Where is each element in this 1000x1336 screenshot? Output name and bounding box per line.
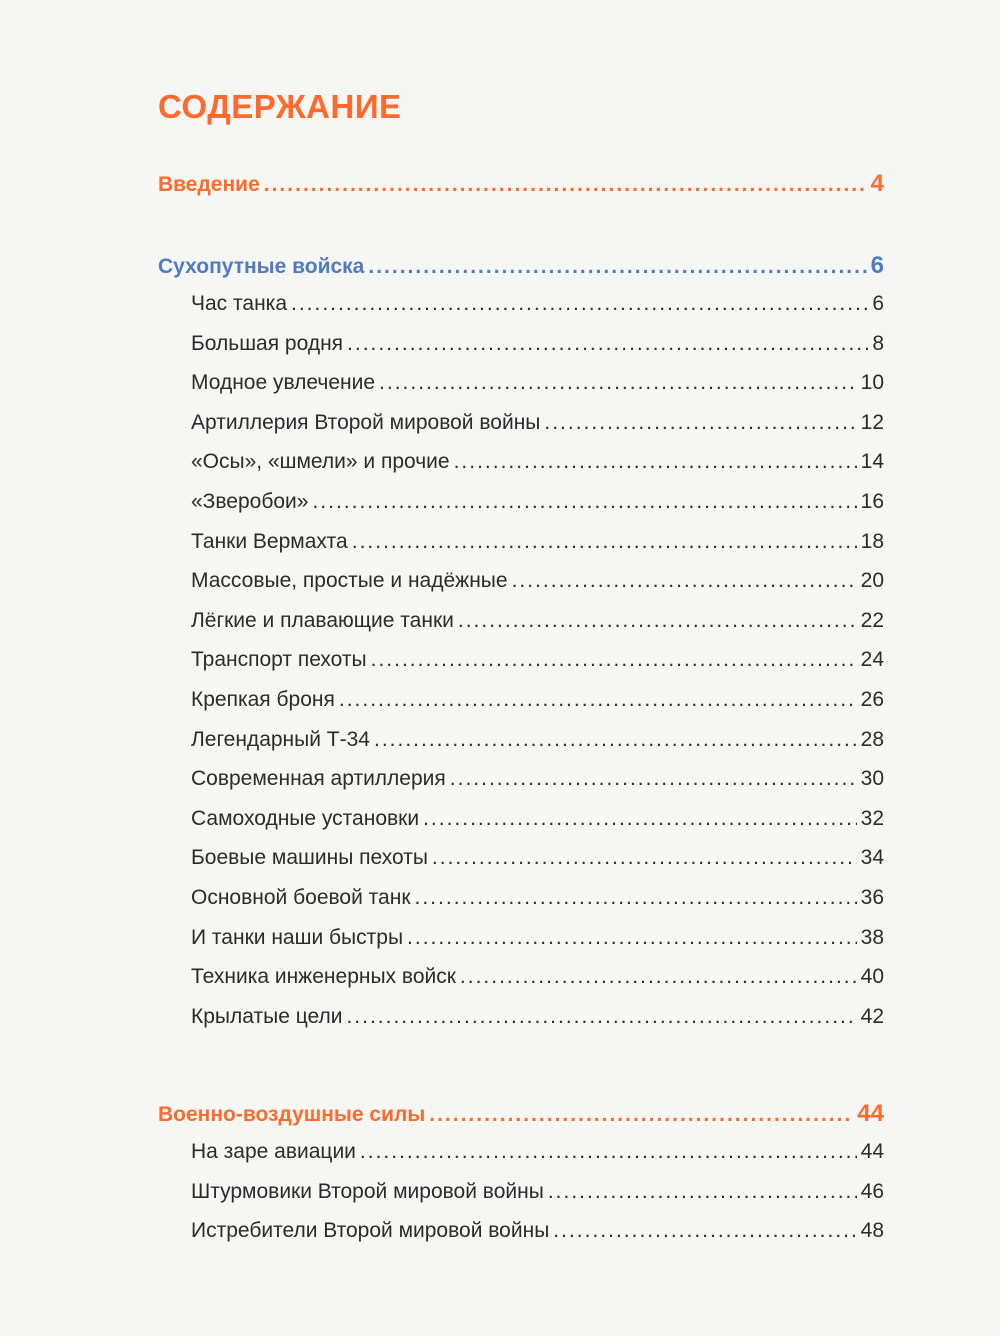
toc-entry[interactable] — [191, 569, 884, 609]
toc-entry-page: 34 — [860, 846, 884, 870]
dot-leader — [544, 411, 856, 435]
toc-section-air — [158, 1100, 884, 1259]
toc-entry[interactable] — [191, 1219, 884, 1259]
toc-entry[interactable] — [191, 1180, 884, 1220]
toc-entry[interactable] — [191, 490, 884, 530]
dot-leader — [346, 1005, 856, 1029]
toc-heading-label: Военно-воздушные силы — [158, 1103, 426, 1126]
toc-entry-page: 38 — [860, 925, 884, 949]
dot-leader — [339, 688, 857, 712]
toc-entry-label: Танки Вермахта — [191, 529, 348, 553]
toc-heading-air[interactable] — [158, 1100, 884, 1140]
toc-entry-page: 16 — [860, 489, 884, 513]
toc-entry-label: Большая родня — [191, 331, 344, 355]
toc-heading-page: 6 — [870, 252, 884, 279]
toc-entry-page: 48 — [860, 1219, 884, 1243]
dot-leader — [458, 609, 857, 633]
toc-entry[interactable] — [191, 926, 884, 966]
dot-leader — [368, 255, 866, 279]
toc-entry-page: 42 — [860, 1004, 884, 1028]
toc-entry[interactable] — [191, 886, 884, 926]
toc-heading-page: 4 — [870, 170, 884, 197]
toc-entry-label: Массовые, простые и надёжные — [191, 569, 508, 593]
toc-entry[interactable] — [191, 292, 884, 332]
toc-entry[interactable] — [191, 371, 884, 411]
toc-entry-page: 14 — [860, 450, 884, 474]
toc-entry[interactable] — [191, 1140, 884, 1180]
toc-entry[interactable] — [191, 846, 884, 886]
page-title: СОДЕРЖАНИЕ — [158, 88, 402, 125]
toc-entry-label: Крылатые цели — [191, 1004, 343, 1028]
toc-entry-page: 36 — [860, 885, 884, 909]
toc-entry-label: Боевые машины пехоты — [191, 846, 428, 870]
dot-leader — [407, 926, 857, 950]
dot-leader — [312, 490, 856, 514]
toc-entry-page: 20 — [860, 569, 884, 593]
toc-entry-label: Лёгкие и плавающие танки — [191, 608, 454, 632]
toc-entry-page: 28 — [860, 727, 884, 751]
dot-leader — [454, 450, 857, 474]
dot-leader — [291, 292, 868, 316]
toc-heading-label: Введение — [158, 173, 260, 196]
toc-entry[interactable] — [191, 450, 884, 490]
toc-entry[interactable] — [191, 332, 884, 372]
dot-leader — [512, 569, 857, 593]
toc-entry-label: Техника инженерных войск — [191, 965, 456, 989]
toc-entry-label: Основной боевой танк — [191, 885, 411, 909]
toc-entry-page: 12 — [860, 410, 884, 434]
toc-heading-ground[interactable] — [158, 252, 884, 292]
dot-leader — [423, 807, 857, 831]
toc-entry-page: 46 — [860, 1179, 884, 1203]
toc-entry-page: 8 — [872, 331, 884, 355]
toc-entry[interactable] — [191, 965, 884, 1005]
dot-leader — [371, 648, 857, 672]
toc-entry-label: Современная артиллерия — [191, 767, 446, 791]
toc-section-ground — [158, 252, 884, 1044]
dot-leader — [347, 332, 868, 356]
toc-entry-label: Транспорт пехоты — [191, 648, 367, 672]
dot-leader — [460, 965, 857, 989]
toc-entry-label: Модное увлечение — [191, 371, 376, 395]
dot-leader — [360, 1140, 857, 1164]
dot-leader — [432, 846, 857, 870]
toc-entry[interactable] — [191, 767, 884, 807]
dot-leader — [379, 371, 857, 395]
toc-entry-page: 6 — [872, 292, 884, 315]
toc-entry[interactable] — [191, 648, 884, 688]
dot-leader — [553, 1219, 856, 1243]
toc-entry[interactable] — [191, 411, 884, 451]
toc-entry-page: 30 — [860, 767, 884, 791]
toc-entry-page: 24 — [860, 648, 884, 672]
toc-heading-intro[interactable] — [158, 170, 884, 210]
toc-entry-label: «Осы», «шмели» и прочие — [191, 450, 450, 474]
toc-entry-label: На заре авиации — [191, 1140, 356, 1163]
toc-entry-page: 22 — [860, 608, 884, 632]
toc-entry-page: 18 — [860, 529, 884, 553]
toc-entry[interactable] — [191, 609, 884, 649]
toc-heading-label: Сухопутные войска — [158, 255, 365, 278]
toc-entry-label: Штурмовики Второй мировой войны — [191, 1179, 544, 1203]
toc-entry-label: Самоходные установки — [191, 806, 420, 830]
toc-heading-page: 44 — [857, 1100, 884, 1127]
toc-entry-label: Легендарный Т-34 — [191, 727, 370, 751]
toc-entry-label: Крепкая броня — [191, 687, 335, 711]
toc-entry-label: «Зверобои» — [191, 489, 309, 513]
dot-leader — [415, 886, 857, 910]
dot-leader — [548, 1180, 857, 1204]
dot-leader — [450, 767, 857, 791]
toc-entry-page: 40 — [860, 965, 884, 989]
toc-section-intro — [158, 170, 884, 210]
toc-entry[interactable] — [191, 807, 884, 847]
toc-entry-label: Артиллерия Второй мировой войны — [191, 410, 541, 434]
toc-entry[interactable] — [191, 530, 884, 570]
dot-leader — [429, 1103, 853, 1127]
dot-leader — [352, 530, 857, 554]
toc-entry[interactable] — [191, 1005, 884, 1045]
toc-entry[interactable] — [191, 728, 884, 768]
toc-entry-page: 10 — [860, 371, 884, 395]
toc-entry-label: И танки наши быстры — [191, 925, 404, 949]
dot-leader — [264, 173, 867, 197]
toc-entry-page: 32 — [860, 806, 884, 830]
toc-entry-label: Час танка — [191, 292, 287, 315]
toc-entry-page: 26 — [860, 687, 884, 711]
toc-entry-label: Истребители Второй мировой войны — [191, 1219, 550, 1243]
dot-leader — [374, 728, 857, 752]
toc-entry[interactable] — [191, 688, 884, 728]
toc-entry-page: 44 — [860, 1140, 884, 1163]
